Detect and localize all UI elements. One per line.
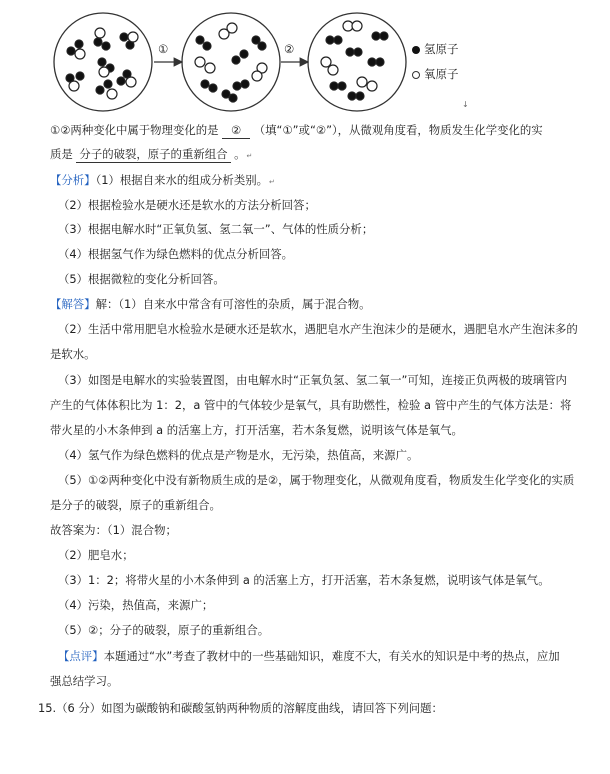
solution-line-5a: （5）①②两种变化中没有新物质生成的是②，属于物理变化，从微观角度看，物质发生化学变化的实质 bbox=[58, 473, 575, 487]
paragraph-mark: ↓ bbox=[462, 100, 469, 109]
step1-label: ① bbox=[158, 42, 169, 56]
solution-line-2a: （2）生活中常用肥皂水检验水是硬水还是软水，遇肥皂水产生泡沫少的是硬水，遇肥皂水产生泡沫多的 bbox=[58, 322, 578, 336]
legend-oxygen: 氧原子 bbox=[412, 66, 459, 82]
answer-blank-1: ② bbox=[222, 122, 250, 139]
solution-line-3a: （3）如图是电解水的实验装置图，由电解水时“正氧负氢、氢二氧一”可知，连接正负两极的玻璃管内 bbox=[58, 373, 567, 387]
comment-tag: 【点评】 bbox=[58, 649, 104, 663]
solution-line-4: （4）氢气作为绿色燃料的优点是产物是水，无污染，热值高，来源广。 bbox=[58, 448, 419, 462]
analysis-line-3: （3）根据电解水时“正氧负氢、氢二氧一”、气体的性质分析； bbox=[58, 222, 374, 236]
analysis-tag: 【分析】 bbox=[50, 173, 96, 187]
answer-4: （4）污染，热值高，来源广； bbox=[58, 598, 214, 612]
next-question: 15.（6 分）如图为碳酸钠和碳酸氢钠两种物质的溶解度曲线，请回答下列问题： bbox=[38, 701, 443, 715]
oxygen-atom-icon bbox=[412, 71, 420, 79]
answer-3: （3）1：2；将带火星的小木条伸到 a 的活塞上方，打开活塞，若木条复燃，说明该气体是氧气。 bbox=[58, 573, 550, 587]
step2-label: ② bbox=[284, 42, 295, 56]
solution-line-1: 【解答】解：（1）自来水中常含有可溶性的杂质，属于混合物。 bbox=[50, 297, 371, 311]
solution-line-5b: 是分子的破裂，原子的重新组合。 bbox=[50, 498, 221, 512]
analysis-line-5: （5）根据微粒的变化分析回答。 bbox=[58, 272, 225, 286]
question-line-1: ①②两种变化中属于物理变化的是 ② （填“①”或“②”），从微观角度看，物质发生化学变化的实 bbox=[50, 123, 543, 137]
solution-line-2b: 是软水。 bbox=[50, 347, 96, 361]
solution-line-3b: 产生的气体体积比为 1：2，a 管中的气体较少是氧气，具有助燃性，检验 a 管中产生的气体方法是：将 bbox=[50, 398, 572, 412]
legend-hydrogen: 氢原子 bbox=[412, 41, 459, 57]
comment-line-1: 【点评】本题通过“水”考查了教材中的一些基础知识，难度不大，有关水的知识是中考的热点，应加 bbox=[58, 649, 560, 663]
answer-heading: 故答案为：（1）混合物； bbox=[50, 523, 177, 537]
circle-separate-atoms bbox=[182, 13, 280, 111]
analysis-line-1: 【分析】（1）根据自来水的组成分析类别。↵ bbox=[50, 173, 275, 187]
answer-2: （2）肥皂水； bbox=[58, 548, 134, 562]
solution-tag: 【解答】 bbox=[50, 297, 96, 311]
solution-line-3c: 带火星的小木条伸到 a 的活塞上方，打开活塞，若木条复燃，说明该气体是氧气。 bbox=[50, 423, 463, 437]
answer-blank-2: 分子的破裂，原子的重新组合 bbox=[76, 146, 230, 163]
analysis-line-2: （2）根据检验水是硬水还是软水的方法分析回答； bbox=[58, 198, 316, 212]
circle-new-molecules bbox=[308, 13, 406, 111]
analysis-line-4: （4）根据氢气作为绿色燃料的优点分析回答。 bbox=[58, 247, 294, 261]
molecule-change-diagram bbox=[0, 0, 610, 120]
question-line-2: 质是 分子的破裂，原子的重新组合 。↵ bbox=[50, 147, 253, 161]
comment-line-2: 强总结学习。 bbox=[50, 674, 119, 688]
hydrogen-atom-icon bbox=[412, 46, 420, 54]
circle-water-molecules bbox=[54, 13, 152, 111]
answer-5: （5）②；分子的破裂，原子的重新组合。 bbox=[58, 623, 270, 637]
